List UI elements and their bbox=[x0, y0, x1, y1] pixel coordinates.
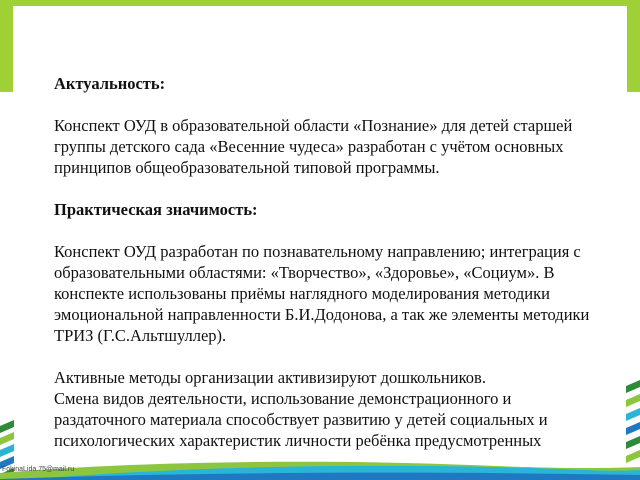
top-right-green-bar bbox=[627, 0, 640, 92]
stripe-light-green bbox=[0, 432, 14, 445]
significance-paragraph: Конспект ОУД разработан по познавательному направлению; интеграция с образовательными областями: «Творчество», «Здоровье», «Социум». В конспекте использованы приёмы наглядного моделирования методики эмоциональной направленности Б.И.Додонова, а так же элементы методики ТРИЗ (Г.С.Альтшуллер). bbox=[54, 242, 590, 345]
stripe-blue bbox=[626, 422, 640, 435]
relevance-heading: Актуальность: bbox=[54, 74, 166, 93]
author-watermark: FokinaLida.75@mail.ru bbox=[2, 466, 75, 473]
activity-change-paragraph: Смена видов деятельности, использование демонстрационного и раздаточного материала способствует развитию у детей социальных и психологических характеристик личности ребёнка предусмотренных bbox=[54, 389, 548, 450]
document-body bbox=[54, 73, 604, 451]
active-methods-paragraph: Активные методы организации активизируют дошкольников. bbox=[54, 368, 486, 387]
relevance-paragraph: Конспект ОУД в образовательной области «Познание» для детей старшей группы детского сада «Весенние чудеса» разработан с учётом основных принципов общеобразовательной типовой программы. bbox=[54, 116, 573, 177]
top-green-strip bbox=[0, 0, 640, 6]
stripe-light-green bbox=[626, 394, 640, 407]
spacer bbox=[54, 178, 604, 199]
stripe-dark-green bbox=[0, 420, 14, 433]
bottom-wave-decoration bbox=[0, 455, 640, 480]
stripe-dark-green-2 bbox=[626, 436, 640, 449]
top-left-green-bar bbox=[0, 0, 13, 92]
stripe-dark-green bbox=[626, 380, 640, 393]
spacer bbox=[54, 346, 604, 367]
significance-heading: Практическая значимость: bbox=[54, 200, 258, 219]
spacer bbox=[54, 220, 604, 241]
stripe-cyan bbox=[626, 408, 640, 421]
spacer bbox=[54, 94, 604, 115]
